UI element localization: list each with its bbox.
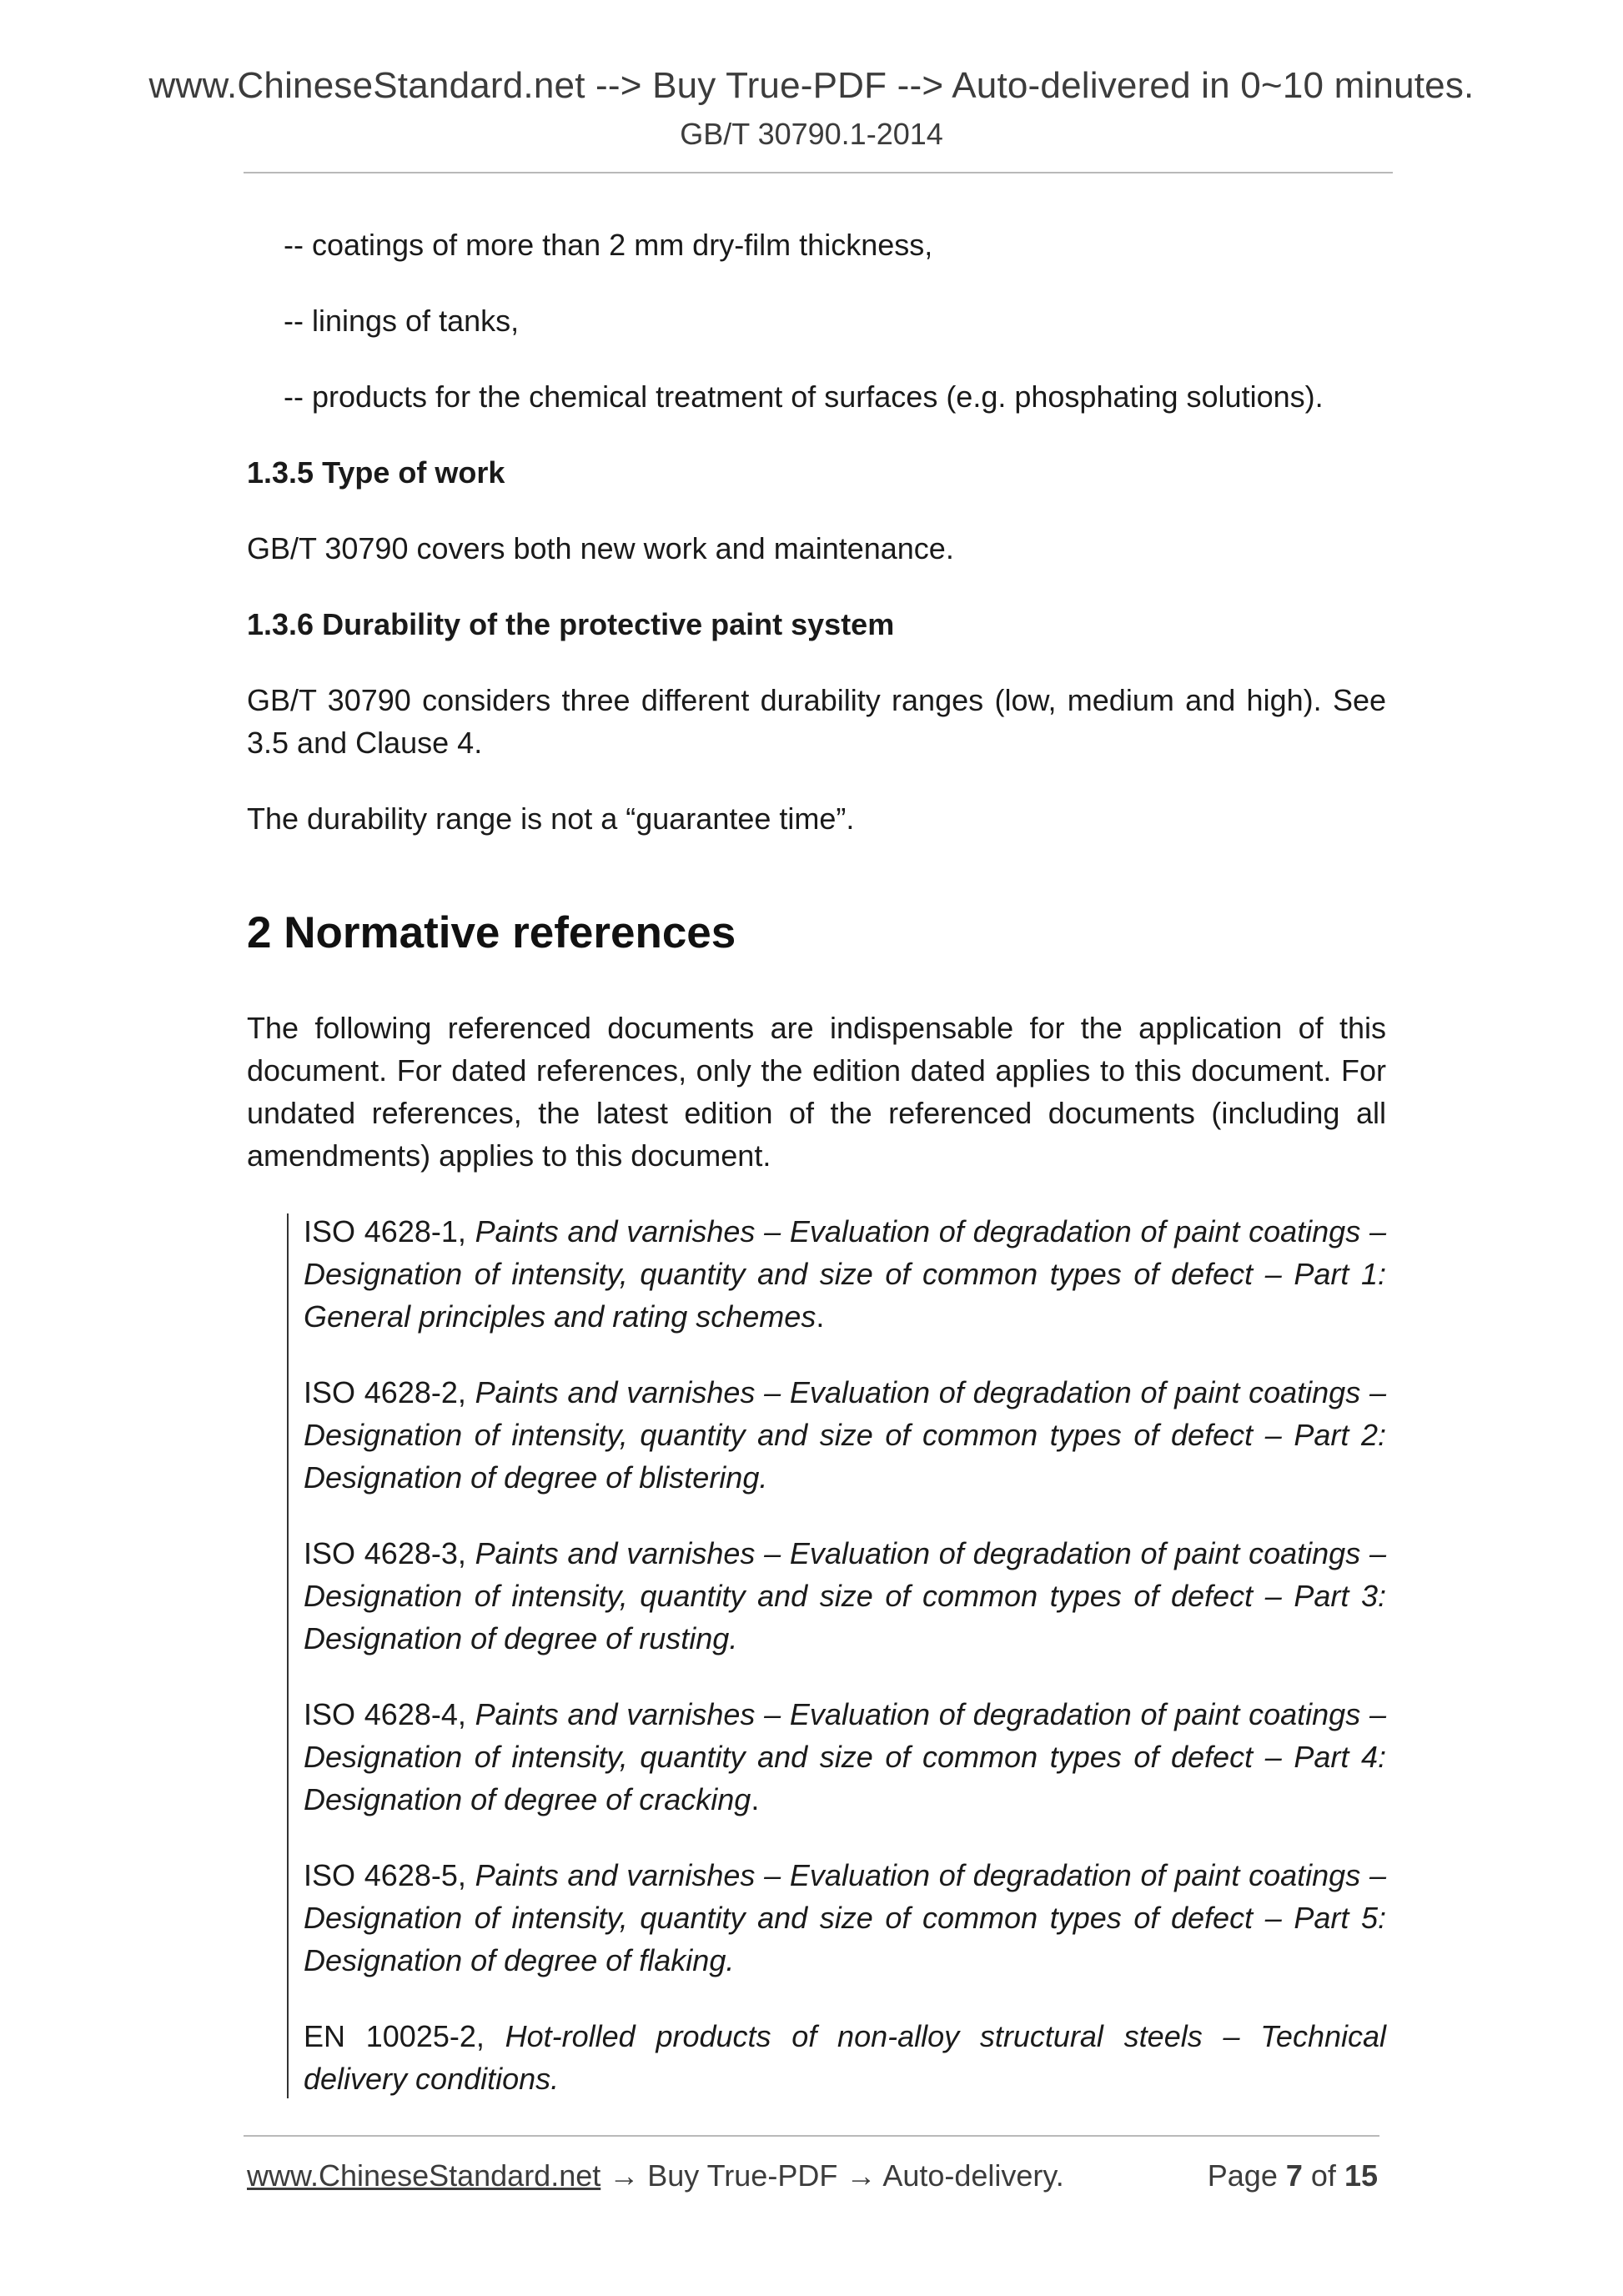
reference-code: ISO 4628-5, [304,1858,475,1892]
reference-end: . [816,1299,825,1334]
reference-code: ISO 4628-2, [304,1375,475,1409]
footer-tagline: → Buy True-PDF → Auto-delivery. [600,2158,1064,2193]
reference-item [304,2015,1386,2100]
reference-code: ISO 4628-1, [304,1214,475,1248]
reference-item [304,1371,1386,1499]
section-heading-1-3-6: 1.3.6 Durability of the protective paint system [247,607,895,641]
list-item: -- linings of tanks, [284,304,520,338]
reference-code: EN 10025-2, [304,2019,505,2053]
page-label: Page [1207,2158,1278,2193]
reference-title: Paints and varnishes – Evaluation of degradation of paint coatings – Designation of intensity, quantity and size of common types of defect – Part 5: Designation of degree of flaking. [304,1858,1386,1977]
reference-item [304,1532,1386,1660]
reference-end: . [751,1782,760,1816]
list-item: -- coatings of more than 2 mm dry-film thickness, [284,228,933,262]
intro-paragraph: The following referenced documents are indispensable for the application of this document. For dated references, only the edition dated applies to this document. For undated references, the latest edition of the referenced documents (including all amendments) applies to this document. [247,1011,1386,1173]
reference-title: Paints and varnishes – Evaluation of degradation of paint coatings – Designation of intensity, quantity and size of common types of defect – Part 2: Designation of degree of blistering. [304,1375,1386,1495]
total-pages: 15 [1344,2158,1378,2193]
page-number: 7 [1285,2158,1303,2193]
reference-title: Paints and varnishes – Evaluation of degradation of paint coatings – Designation of intensity, quantity and size of common types of defect – Part 3: Designation of degree of rusting. [304,1536,1386,1655]
reference-code: ISO 4628-3, [304,1536,475,1570]
reference-title: Paints and varnishes – Evaluation of degradation of paint coatings – Designation of intensity, quantity and size of common types of defect – Part 4: Designation of degree of cracking [304,1697,1386,1816]
header-title: www.ChineseStandard.net --> Buy True-PDF --> Auto-delivered in 0~10 minutes. [148,65,1475,106]
reference-title: Hot-rolled products of non-alloy structural steels – Technical delivery conditions. [304,2019,1387,2096]
header-divider [244,172,1393,173]
page-content [247,224,1386,2100]
reference-title: Paints and varnishes – Evaluation of degradation of paint coatings – Designation of intensity, quantity and size of common types of defect – Part 1: General principles and rating schemes [304,1214,1386,1334]
standard-code: GB/T 30790.1-2014 [680,117,943,151]
section-title-normative-references: 2 Normative references [247,908,736,957]
footer-divider [244,2135,1379,2137]
change-bar [287,1213,289,2098]
paragraph: The durability range is not a “guarantee time”. [247,801,855,836]
reference-list [289,1210,1386,2100]
reference-item [304,1854,1386,1982]
paragraph: GB/T 30790 considers three different durability ranges (low, medium and high). See 3.5 and Clause 4. [247,683,1386,760]
footer-promo [247,2158,1064,2193]
list-item: -- products for the chemical treatment of surfaces (e.g. phosphating solutions). [284,379,1324,414]
of-label: of [1310,2158,1336,2193]
paragraph: GB/T 30790 covers both new work and maintenance. [247,531,954,565]
reference-code: ISO 4628-4, [304,1697,475,1731]
page-indicator [1183,2158,1378,2193]
section-heading-1-3-5: 1.3.5 Type of work [247,455,505,490]
reference-item [304,1693,1386,1821]
site-link[interactable]: www.ChineseStandard.net [247,2158,601,2193]
reference-item [304,1210,1386,1338]
